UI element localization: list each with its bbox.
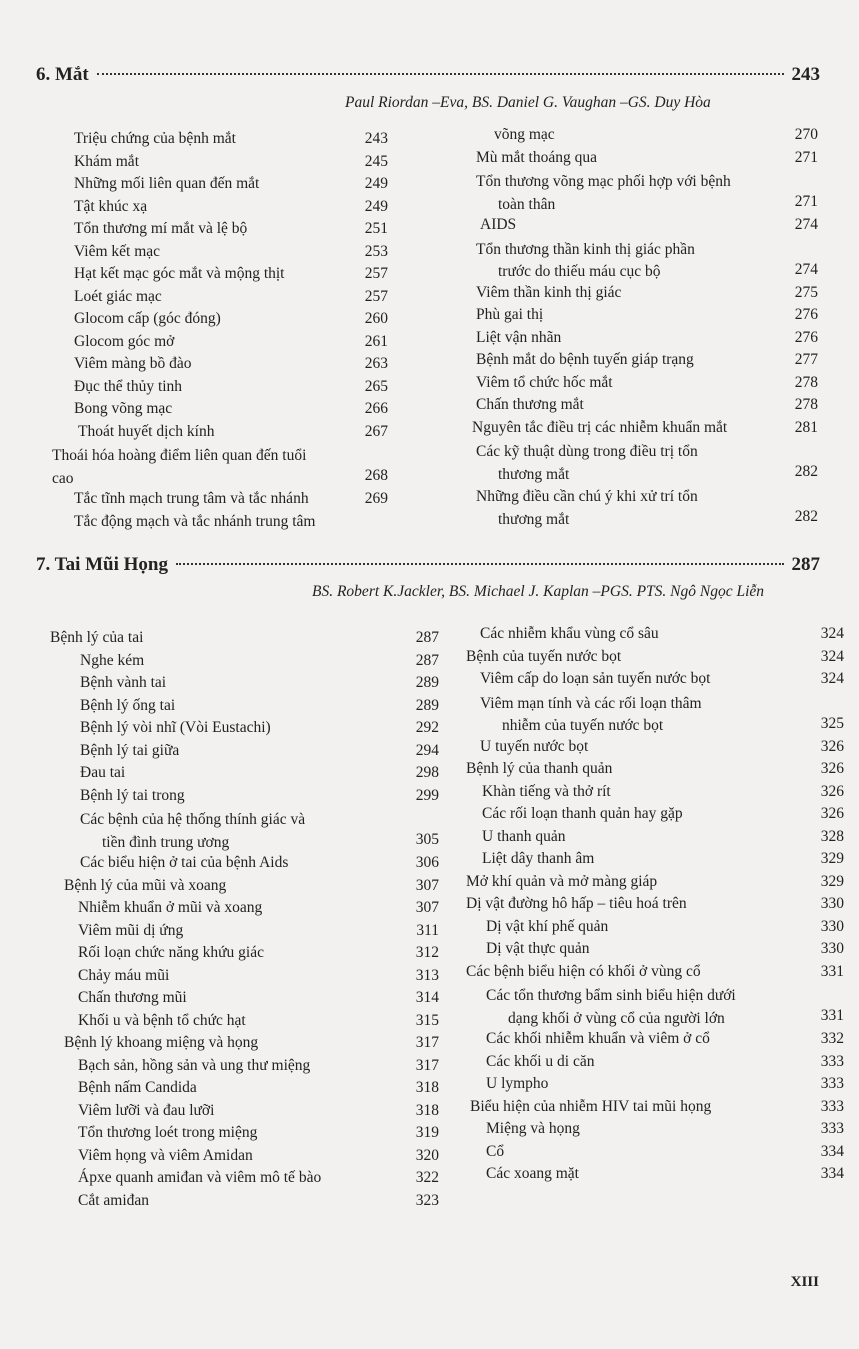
toc-entry-page: 265 [364, 377, 388, 395]
toc-entry-title: Viêm kết mạc [74, 242, 161, 260]
toc-entry[interactable] [50, 1032, 439, 1055]
toc-entry[interactable] [466, 1118, 844, 1141]
toc-entry-title-continued: dạng khối ở vùng cổ của người lớn [508, 1009, 725, 1027]
toc-entry[interactable] [74, 151, 414, 174]
toc-entry-title: Các xoang mặt [486, 1165, 579, 1182]
toc-entry-title: Phù gai thị [476, 306, 544, 323]
toc-entry-page: 318 [415, 1079, 439, 1096]
toc-entry-title: Viêm màng bồ đào [74, 355, 192, 372]
toc-entry[interactable] [50, 1167, 439, 1190]
toc-entry-page: 311 [416, 921, 439, 939]
toc-entry[interactable] [74, 421, 414, 444]
toc-entry-title: Các rối loạn thanh quản hay gặp [482, 805, 683, 822]
toc-entry-page: 287 [415, 629, 439, 646]
toc-entry[interactable] [50, 1122, 439, 1145]
toc-entry-page: 268 [364, 467, 388, 484]
toc-entry-title: Rối loạn chức năng khứu giác [78, 944, 264, 961]
toc-entry-title: Khám mắt [74, 152, 139, 170]
toc-entry-title-continued: tiền đình trung ương [102, 833, 230, 851]
chapter-7-authors: BS. Robert K.Jackler, BS. Michael J. Kaplan –PGS. PTS. Ngô Ngọc Liễn [312, 583, 765, 600]
toc-entry-page: 322 [415, 1169, 439, 1186]
toc-entry-page: 330 [820, 895, 844, 912]
toc-entry-page: 317 [415, 1056, 439, 1074]
toc-entry-title: Tật khúc xạ [74, 197, 148, 215]
toc-entry-page: 315 [415, 1011, 439, 1029]
toc-entry-page: 257 [364, 265, 388, 282]
toc-entry-title: Bong võng mạc [74, 400, 173, 417]
toc-entry[interactable] [74, 218, 414, 241]
toc-entry-page: 289 [415, 674, 439, 691]
toc-entry-title: Liệt vận nhãn [476, 328, 562, 346]
toc-entry-title-continued: thương mắt [498, 465, 570, 483]
toc-entry-title: Chấn thương mắt [476, 396, 584, 413]
toc-entry-page: 271 [794, 148, 818, 166]
toc-entry-page: 313 [415, 966, 439, 984]
toc-entry[interactable] [74, 128, 414, 151]
toc-entry-title: Viêm mũi dị ứng [78, 921, 184, 939]
toc-entry-title: Tổn thương mí mắt và lệ bộ [74, 220, 248, 237]
toc-entry-title: Các khối u di căn [486, 1052, 595, 1070]
toc-entry[interactable] [466, 736, 844, 759]
toc-entry-page: 261 [364, 332, 388, 350]
toc-entry[interactable] [74, 511, 414, 534]
toc-entry[interactable] [74, 398, 414, 421]
toc-entry-page: 329 [820, 872, 844, 890]
toc-entry-title: Thoái hóa hoàng điểm liên quan đến tuổi [52, 447, 307, 464]
toc-entry[interactable] [50, 1055, 439, 1078]
toc-entry-title: Viêm thần kinh thị giác [476, 283, 622, 301]
toc-entry[interactable] [476, 147, 818, 170]
toc-entry-title: Cổ [486, 1142, 505, 1160]
toc-entry-page: 333 [820, 1097, 844, 1115]
toc-entry[interactable] [476, 304, 818, 327]
toc-entry-page: 320 [415, 1146, 439, 1164]
toc-entry-page: 274 [794, 260, 818, 278]
chapter-6-left-column [52, 128, 414, 533]
toc-entry[interactable] [466, 848, 844, 871]
toc-entry-title: Glocom cấp (góc đóng) [74, 310, 221, 327]
toc-entry[interactable] [74, 196, 414, 219]
toc-entry-page: 328 [820, 827, 844, 845]
toc-entry-title: Biểu hiện của nhiễm HIV tai mũi họng [470, 1097, 712, 1115]
dot-leader [176, 563, 784, 565]
toc-entry-title: Glocom góc mở [74, 332, 175, 350]
toc-entry-page: 276 [794, 328, 818, 346]
toc-entry[interactable] [476, 484, 818, 529]
toc-entry-title: Khối u và bệnh tổ chức hạt [78, 1011, 246, 1029]
toc-entry[interactable] [50, 852, 439, 875]
toc-entry[interactable] [466, 983, 844, 1028]
toc-entry[interactable] [74, 376, 414, 399]
toc-entry-title: Bệnh mắt do bệnh tuyến giáp trạng [476, 351, 694, 368]
toc-entry[interactable] [466, 646, 844, 669]
toc-entry-title-continued: nhiễm của tuyến nước bọt [502, 717, 664, 734]
toc-entry-page: 333 [820, 1075, 844, 1092]
toc-entry-title: Bệnh vành tai [80, 674, 167, 691]
toc-entry[interactable] [50, 897, 439, 920]
toc-entry[interactable] [50, 672, 439, 695]
toc-entry[interactable] [74, 488, 414, 511]
toc-entry-page: 324 [820, 647, 844, 665]
toc-entry-title: Bệnh nấm Candida [78, 1079, 197, 1096]
toc-entry-page: 282 [794, 508, 818, 525]
toc-entry[interactable] [466, 938, 844, 961]
toc-entry-title: Tổn thương võng mạc phối hợp với bệnh [476, 173, 731, 190]
toc-entry-title: Ápxe quanh amiđan và viêm mô tế bào [78, 1169, 322, 1186]
toc-entry-title: Tổn thương thần kinh thị giác phần [476, 240, 695, 258]
toc-entry[interactable] [50, 1145, 439, 1168]
toc-entry-title: Tắc tĩnh mạch trung tâm và tắc nhánh [74, 490, 309, 507]
toc-entry-title: Nghe kém [80, 651, 145, 669]
toc-entry-page: 274 [794, 216, 818, 233]
toc-entry[interactable] [74, 331, 414, 354]
toc-entry-title: Khàn tiếng và thở rít [482, 782, 611, 800]
toc-entry-page: 257 [364, 287, 388, 305]
toc-entry-page: 334 [820, 1142, 844, 1160]
toc-entry-title: Cắt amiđan [78, 1191, 150, 1209]
toc-entry-title: Bệnh lý vòi nhĩ (Vòi Eustachi) [80, 719, 271, 736]
toc-entry[interactable] [466, 1163, 844, 1186]
toc-entry-page: 324 [820, 670, 844, 687]
toc-entry-page: 333 [820, 1052, 844, 1070]
toc-entry-title: Viêm cấp do loạn sản tuyến nước bọt [480, 670, 711, 687]
toc-entry-page: 319 [415, 1124, 439, 1141]
toc-entry[interactable] [74, 241, 414, 264]
toc-entry[interactable] [466, 1096, 844, 1119]
toc-entry[interactable] [50, 785, 439, 808]
chapter-6-heading[interactable] [36, 64, 820, 86]
toc-entry-page: 243 [364, 130, 388, 147]
toc-entry-title: Mở khí quản và mở màng giáp [466, 872, 658, 890]
chapter-7-right-column [466, 623, 844, 1186]
chapter-6-right-column [472, 124, 818, 529]
toc-entry-title: Bệnh lý của tai [50, 629, 144, 646]
toc-entry-title: Các biểu hiện ở tai của bệnh Aids [80, 854, 289, 871]
toc-entry-title: Bệnh lý tai trong [80, 786, 185, 804]
toc-entry-page: 306 [415, 854, 439, 871]
toc-entry[interactable] [476, 237, 818, 282]
toc-entry-page: 266 [364, 400, 388, 417]
toc-entry-page: 294 [415, 741, 439, 759]
toc-entry-title: Viêm tổ chức hốc mắt [476, 373, 613, 391]
toc-entry[interactable] [466, 916, 844, 939]
toc-entry[interactable] [476, 169, 818, 214]
toc-entry-title-continued: cao [52, 469, 74, 487]
chapter-7-left-column [50, 627, 439, 1212]
toc-entry-title: Viêm họng và viêm Amidan [78, 1146, 253, 1164]
toc-entry-page: 326 [820, 737, 844, 755]
toc-entry[interactable] [476, 439, 818, 484]
toc-entry-page: 277 [794, 351, 818, 368]
dot-leader [97, 73, 784, 75]
toc-entry-page: 332 [820, 1030, 844, 1047]
toc-entry-page: 317 [415, 1034, 439, 1051]
toc-entry[interactable] [476, 327, 818, 350]
toc-entry[interactable] [466, 893, 844, 916]
toc-entry-title: Dị vật thực quản [486, 940, 590, 957]
toc-entry-title: Các bệnh biểu hiện có khối ở vùng cổ [466, 962, 701, 980]
toc-entry-title: Dị vật đường hô hấp – tiêu hoá trên [466, 895, 687, 912]
toc-entry-page: 281 [794, 418, 818, 436]
toc-entry-title: Bệnh lý tai giữa [80, 741, 180, 759]
toc-entry-page: 299 [415, 786, 439, 804]
toc-entry[interactable] [50, 762, 439, 785]
toc-entry-title: Bệnh lý của mũi và xoang [64, 876, 227, 894]
toc-entry[interactable] [74, 308, 414, 331]
toc-entry-page: 331 [820, 1007, 844, 1024]
toc-entry[interactable] [472, 417, 818, 440]
chapter-6-page: 243 [791, 64, 820, 85]
toc-entry-page: 331 [820, 962, 844, 980]
toc-entry-page: 305 [415, 831, 439, 848]
toc-entry[interactable] [50, 875, 439, 898]
toc-entry[interactable] [466, 1073, 844, 1096]
toc-entry[interactable] [52, 443, 414, 488]
toc-entry-title-continued: trước do thiếu máu cục bộ [498, 263, 661, 280]
toc-entry-title: Nguyên tắc điều trị các nhiễm khuẩn mắt [472, 418, 728, 436]
toc-entry-page: 326 [820, 760, 844, 777]
toc-entry-page: 271 [794, 193, 818, 210]
toc-entry-title: Tổn thương loét trong miệng [78, 1124, 258, 1141]
toc-entry-page: 326 [820, 782, 844, 800]
toc-entry-title: Các bệnh của hệ thống thính giác và [80, 811, 306, 828]
toc-entry-page: 263 [364, 355, 388, 372]
toc-entry-title: Miệng và họng [486, 1120, 580, 1137]
toc-entry-page: 276 [794, 306, 818, 323]
toc-entry-page: 307 [415, 876, 439, 894]
toc-entry[interactable] [50, 717, 439, 740]
toc-entry[interactable] [476, 394, 818, 417]
toc-entry-page: 330 [820, 940, 844, 957]
toc-entry[interactable] [466, 781, 844, 804]
toc-entry-title: võng mạc [494, 126, 555, 143]
toc-entry[interactable] [50, 1190, 439, 1213]
toc-entry[interactable] [466, 961, 844, 984]
toc-entry-page: 251 [364, 220, 388, 237]
toc-entry[interactable] [74, 173, 414, 196]
toc-entry-title: Loét giác mạc [74, 287, 162, 305]
chapter-6-authors: Paul Riordan –Eva, BS. Daniel G. Vaughan –GS. Duy Hòa [345, 94, 711, 111]
toc-entry[interactable] [466, 668, 844, 691]
chapter-7-title: 7. Tai Mũi Họng [36, 554, 168, 575]
toc-entry-page: 318 [415, 1101, 439, 1119]
toc-entry[interactable] [476, 124, 818, 147]
toc-entry-page: 326 [820, 805, 844, 822]
chapter-6-title: 6. Mắt [36, 64, 89, 85]
toc-entry-page: 289 [415, 696, 439, 714]
toc-entry[interactable] [466, 623, 844, 646]
toc-entry[interactable] [50, 807, 439, 852]
toc-entry[interactable] [74, 263, 414, 286]
toc-entry-page: 267 [364, 422, 388, 440]
toc-entry-title: Bệnh lý của thanh quản [466, 760, 613, 777]
toc-entry-page: 325 [820, 714, 844, 732]
toc-entry-page: 330 [820, 917, 844, 935]
toc-entry-page: 292 [415, 719, 439, 736]
page-number: XIII [790, 1274, 819, 1290]
toc-entry-page: 282 [794, 463, 818, 480]
toc-entry[interactable] [466, 803, 844, 826]
toc-entry[interactable] [50, 987, 439, 1010]
toc-entry-page: 278 [794, 373, 818, 391]
toc-entry-title: Các nhiễm khẩu vùng cổ sâu [480, 625, 659, 642]
toc-entry-title: Viêm mạn tính và các rối loạn thâm [480, 694, 702, 712]
toc-entry-page: 249 [364, 175, 388, 192]
toc-entry-page: 275 [794, 283, 818, 301]
toc-entry-page: 269 [364, 490, 388, 507]
toc-entry-title: Bệnh của tuyến nước bọt [466, 647, 622, 665]
toc-entry-title: AIDS [480, 216, 517, 233]
chapter-7-heading[interactable] [36, 554, 820, 576]
toc-entry-title: Nhiễm khuẩn ở mũi và xoang [78, 899, 263, 916]
toc-entry[interactable] [74, 353, 414, 376]
toc-entry[interactable] [50, 695, 439, 718]
toc-entry[interactable] [50, 1100, 439, 1123]
toc-entry-title: Đục thể thủy tinh [74, 377, 183, 395]
toc-entry-title: Những điều cần chú ý khi xử trí tổn [476, 488, 698, 505]
toc-entry-title: Bệnh lý ống tai [80, 696, 176, 714]
toc-entry-title: Bệnh lý khoang miệng và họng [64, 1034, 259, 1051]
toc-entry-title: Tắc động mạch và tắc nhánh trung tâm [74, 512, 316, 530]
toc-entry-title: Chảy máu mũi [78, 966, 170, 984]
toc-entry-title-continued: thương mắt [498, 510, 570, 528]
toc-entry-title: Thoát huyết dịch kính [78, 422, 215, 440]
toc-entry-page: 253 [364, 242, 388, 260]
toc-entry-title: Hạt kết mạc góc mắt và mộng thịt [74, 265, 285, 282]
toc-entry-title: Chấn thương mũi [78, 989, 187, 1006]
toc-entry-title: Các tổn thương bẩm sinh biểu hiện dưới [486, 987, 736, 1004]
toc-entry-title: U thanh quản [482, 827, 566, 845]
toc-entry[interactable] [466, 758, 844, 781]
toc-entry-title: Đau tai [80, 764, 126, 781]
toc-entry-title: Mù mắt thoáng qua [476, 148, 597, 166]
toc-entry-page: 270 [794, 126, 818, 143]
toc-entry-title: Dị vật khí phế quản [486, 917, 609, 935]
toc-entry-page: 298 [415, 764, 439, 781]
toc-entry-page: 307 [415, 899, 439, 916]
toc-entry[interactable] [74, 286, 414, 309]
toc-entry-title: U tuyến nước bọt [480, 737, 589, 755]
toc-entry-title-continued: toàn thân [498, 195, 556, 213]
toc-entry[interactable] [466, 826, 844, 849]
toc-entry[interactable] [50, 942, 439, 965]
toc-entry[interactable] [466, 1051, 844, 1074]
toc-entry-title: Triệu chứng của bệnh mắt [74, 130, 236, 147]
toc-entry-page: 260 [364, 310, 388, 327]
toc-entry-page: 324 [820, 625, 844, 642]
toc-entry[interactable] [476, 372, 818, 395]
toc-entry-page: 323 [415, 1191, 439, 1209]
toc-entry-title: U lympho [486, 1075, 549, 1092]
toc-entry[interactable] [466, 691, 844, 736]
toc-entry-page: 287 [415, 651, 439, 669]
toc-entry-title: Liệt dây thanh âm [482, 850, 595, 867]
toc-entry-title: Các khối nhiễm khuẩn và viêm ở cổ [486, 1030, 710, 1047]
toc-entry-page: 312 [415, 944, 439, 961]
toc-entry-title: Các kỹ thuật dùng trong điều trị tổn [476, 443, 698, 460]
toc-entry-title: Viêm lưỡi và đau lưỡi [78, 1101, 215, 1119]
toc-entry[interactable] [50, 920, 439, 943]
toc-entry[interactable] [50, 1010, 439, 1033]
toc-entry[interactable] [50, 965, 439, 988]
toc-entry[interactable] [466, 1028, 844, 1051]
toc-entry[interactable] [466, 871, 844, 894]
toc-entry-page: 245 [364, 152, 388, 170]
toc-entry-page: 278 [794, 396, 818, 413]
toc-entry[interactable] [50, 650, 439, 673]
toc-entry[interactable] [476, 282, 818, 305]
toc-entry-page: 333 [820, 1120, 844, 1137]
toc-entry-page: 329 [820, 850, 844, 867]
toc-entry[interactable] [466, 1141, 844, 1164]
toc-entry[interactable] [50, 740, 439, 763]
toc-entry[interactable] [50, 627, 439, 650]
toc-entry-title: Bạch sản, hồng sản và ung thư miệng [78, 1056, 311, 1074]
toc-entry-page: 249 [364, 197, 388, 215]
chapter-7-page: 287 [791, 554, 820, 575]
toc-entry-title: Những mối liên quan đến mắt [74, 175, 260, 192]
toc-entry[interactable] [476, 214, 818, 237]
toc-entry[interactable] [476, 349, 818, 372]
toc-entry[interactable] [50, 1077, 439, 1100]
toc-entry-page: 314 [415, 989, 439, 1006]
toc-entry-page: 334 [820, 1165, 844, 1182]
